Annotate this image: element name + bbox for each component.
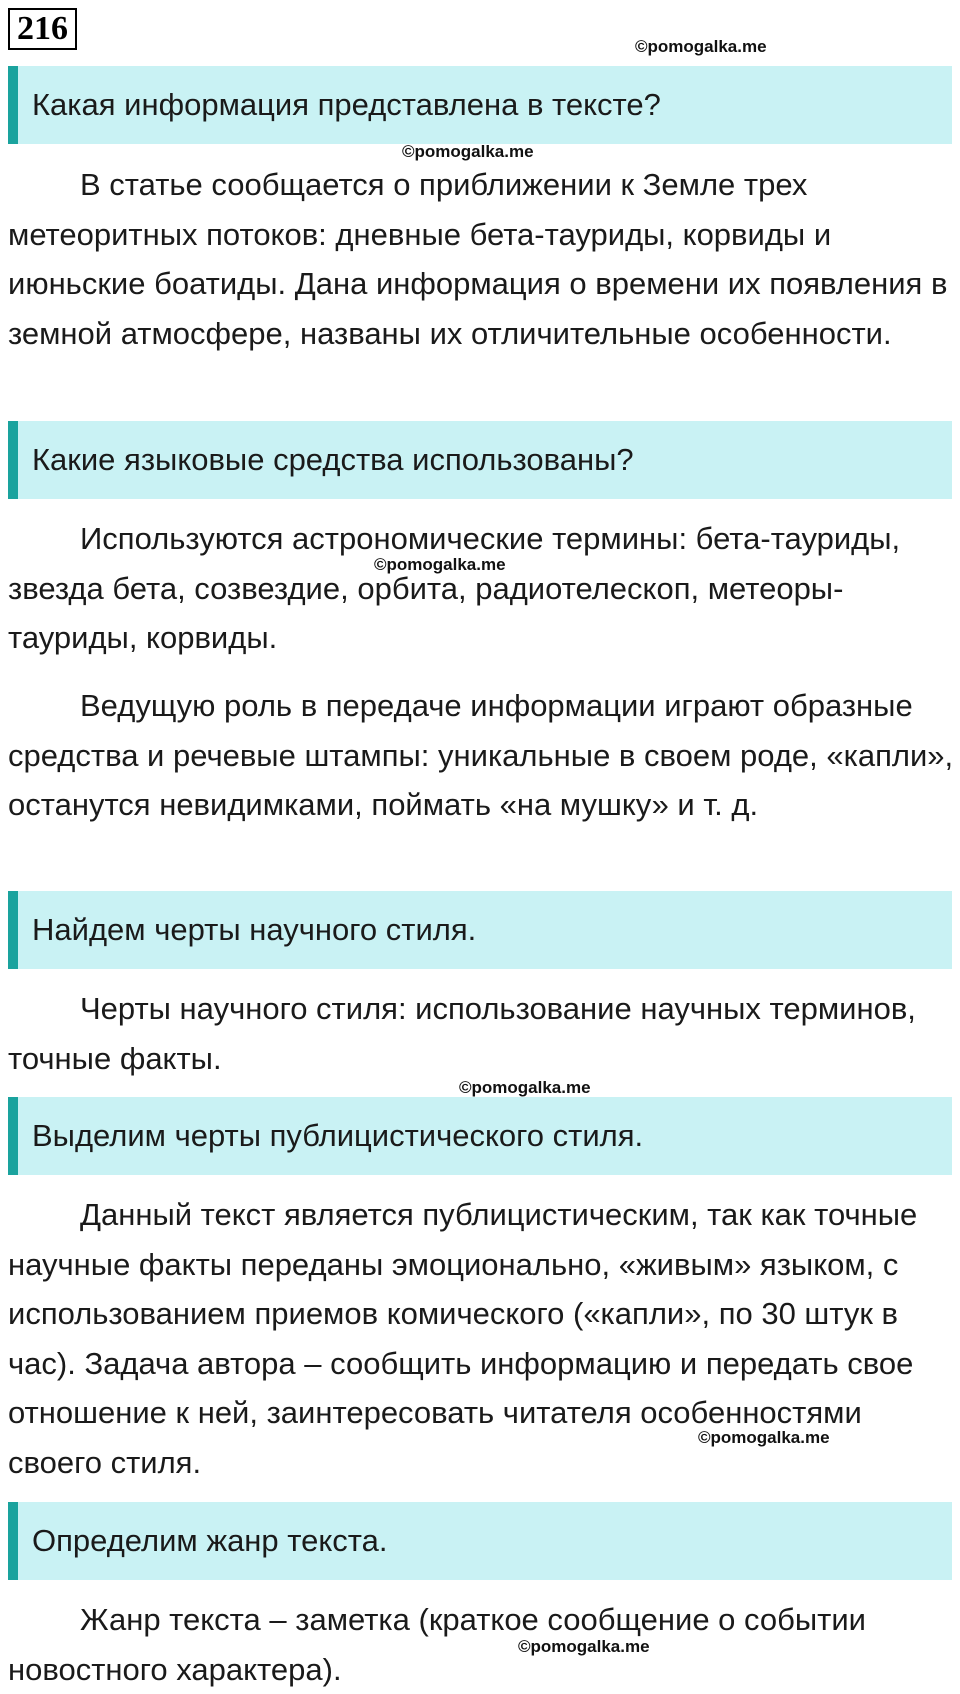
section-heading-genre xyxy=(8,1502,952,1580)
watermark: ©pomogalka.me xyxy=(402,142,534,161)
section-heading-scientific-style xyxy=(8,891,952,969)
section-heading-text: Найдем черты научного стиля. xyxy=(32,912,477,947)
section-heading-information xyxy=(8,66,952,144)
section-heading-text: Выделим черты публицистического стиля. xyxy=(32,1118,644,1153)
watermark: ©pomogalka.me xyxy=(518,1637,650,1656)
watermark: ©pomogalka.me xyxy=(698,1428,830,1447)
paragraph-scientific-features: Черты научного стиля: использование научных терминов, точные факты. xyxy=(8,991,916,1076)
paragraph-information: В статье сообщается о приближении к Земле трех метеоритных потоков: дневные бета-тауриды, корвиды и июньские боатиды. Дана информация о времени их появления в земной атмосфере, названы их отличительные особенности. xyxy=(8,167,948,351)
paragraph-terms: Используются астрономические термины: бета-тауриды, звезда бета, созвездие, орбита, радиотелескоп, метеоры-тауриды, корвиды. xyxy=(8,521,901,655)
section-heading-language-means xyxy=(8,421,952,499)
section-heading-text: Определим жанр текста. xyxy=(32,1523,388,1558)
section-heading-text: Какие языковые средства использованы? xyxy=(32,442,634,477)
watermark: ©pomogalka.me xyxy=(459,1078,591,1097)
section-heading-journalistic-style xyxy=(8,1097,952,1175)
paragraph-imagery: Ведущую роль в передаче информации играют образные средства и речевые штампы: уникальные в своем роде, «капли», останутся невидимками, поймать «на мушку» и т. д. xyxy=(8,688,954,822)
task-number: 216 xyxy=(8,8,77,50)
paragraph-journalistic-features: Данный текст является публицистическим, так как точные научные факты переданы эмоционально, «живым» языком, с использованием приемов комического («капли», по 30 штук в час). Задача автора – сообщить информацию и передать свое отношение к ней, заинтересовать читателя особенностями своего стиля. xyxy=(8,1197,918,1480)
section-heading-text: Какая информация представлена в тексте? xyxy=(32,87,661,122)
paragraph-genre: Жанр текста – заметка (краткое сообщение о событии новостного характера). xyxy=(8,1602,866,1687)
watermark: ©pomogalka.me xyxy=(374,555,506,574)
watermark: ©pomogalka.me xyxy=(635,37,767,56)
